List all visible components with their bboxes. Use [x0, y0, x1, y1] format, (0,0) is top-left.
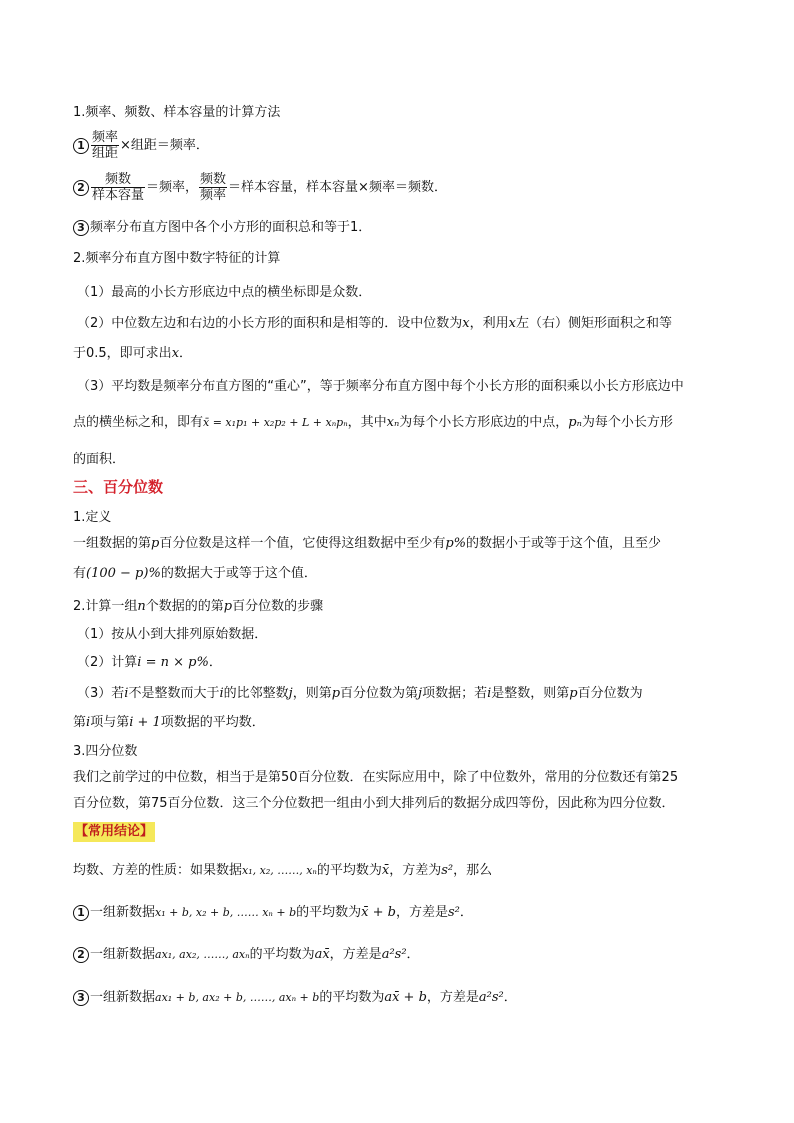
circled-number-2: 2	[73, 947, 89, 963]
paragraph: 有(100 − p)%的数据大于或等于这个值．	[73, 566, 317, 581]
paragraph: 一组数据的第p百分位数是这样一个值，它使得这组数据中至少有p%的数据小于或等于这个值，且至少	[73, 536, 662, 551]
formula-line-2: 2 $\frac{\text{频数}}{\text{样本容量}}$ ＝频率， $\frac{\text{频数}}{\text{频率}}$ ＝样本容量，样本容量×频率＝频数．	[73, 170, 447, 206]
formula-line-3: 3 频率分布直方图中各个小方形的面积总和等于1．	[73, 219, 371, 237]
section-title: 1.频率、频数、样本容量的计算方法	[73, 105, 281, 120]
conclusion-item-2: 2 一组新数据ax₁, ax₂, ……, axₙ的平均数为ax̄，方差是a²s²．	[73, 946, 420, 964]
mean-formula: x̄ = x₁p₁ + x₂p₂ + L + xₙpₙ	[203, 416, 348, 429]
circled-number-3: 3	[73, 990, 89, 1006]
paragraph: （2）计算i = n × p%．	[77, 655, 222, 670]
circled-number-1: 1	[73, 138, 89, 154]
paragraph: 我们之前学过的中位数，相当于是第50百分位数．在实际应用中，除了中位数外，常用的分位数还有第25	[73, 770, 679, 785]
fraction: $\frac{\text{频数}}{\text{频率}}$	[200, 172, 227, 203]
paragraph: （1）按从小到大排列原始数据．	[77, 627, 268, 642]
fraction: $\frac{\text{频率}}{\text{组距}}$	[92, 130, 119, 161]
paragraph: 均数、方差的性质：如果数据x₁, x₂, ……, xₙ的平均数为x̄，方差为s²，那么	[73, 863, 493, 878]
paragraph: 的面积．	[73, 452, 126, 467]
section-title: 2.频率分布直方图中数字特征的计算	[73, 251, 281, 266]
section-heading: 三、百分位数	[73, 478, 164, 496]
formula-line-1: 1 $\frac{\text{频率}}{\text{组距}}$ ×组距＝频率．	[73, 128, 209, 164]
conclusion-item-1: 1 一组新数据x₁ + b, x₂ + b, …… xₙ + b的平均数为x̄ + b，方差是s²．	[73, 904, 473, 922]
paragraph: （2）中位数左边和右边的小长方形的面积和是相等的．设中位数为x，利用x左（右）侧矩形面积之和等	[77, 316, 672, 331]
paragraph: 于0.5，即可求出x．	[73, 346, 193, 361]
conclusion-item-3: 3 一组新数据ax₁ + b, ax₂ + b, ……, axₙ + b的平均数为ax̄ + b，方差是a²s²．	[73, 989, 517, 1007]
circled-number-3: 3	[73, 220, 89, 236]
paragraph: （3）若i不是整数而大于i的比邻整数j，则第p百分位数为第j项数据；若i是整数，则第p百分位数为	[77, 686, 643, 701]
paragraph: 点的横坐标之和，即有x̄ = x₁p₁ + x₂p₂ + L + xₙpₙ，其中xₙ为每个小长方形底边的中点，pₙ为每个小长方形	[73, 415, 673, 430]
fraction: $\frac{\text{频数}}{\text{样本容量}}$	[92, 172, 145, 203]
circled-number-2: 2	[73, 180, 89, 196]
paragraph: 第i项与第i + 1项数据的平均数．	[73, 715, 265, 730]
circled-number-1: 1	[73, 905, 89, 921]
paragraph: （3）平均数是频率分布直方图的“重心”，等于频率分布直方图中每个小长方形的面积乘以小长方形底边中	[77, 379, 684, 394]
subsection-title: 1.定义	[73, 510, 112, 525]
conclusion-tag: 【常用结论】	[73, 822, 155, 842]
paragraph: 百分位数，第75百分位数．这三个分位数把一组由小到大排列后的数据分成四等份，因此称为四分位数．	[73, 796, 675, 811]
paragraph: （1）最高的小长方形底边中点的横坐标即是众数．	[77, 285, 372, 300]
subsection-title: 3.四分位数	[73, 744, 138, 759]
subsection-title: 2.计算一组n个数据的的第p百分位数的步骤	[73, 599, 324, 614]
